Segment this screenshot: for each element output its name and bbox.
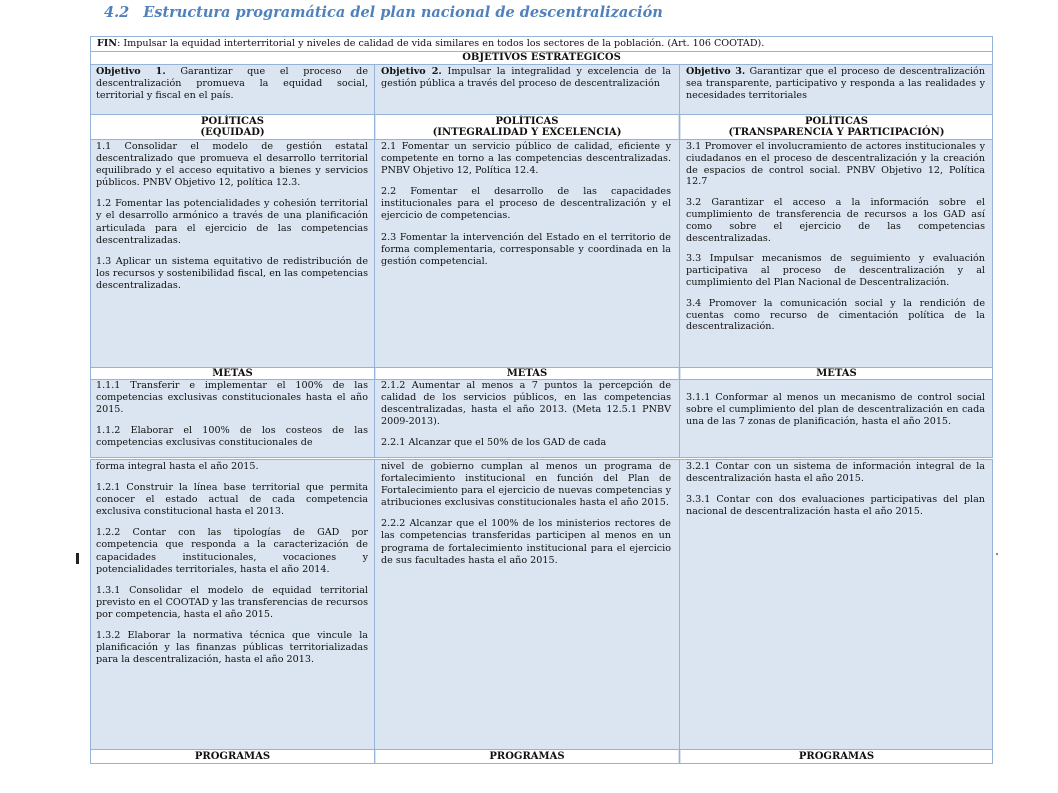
politicas-col-3 [683, 141, 988, 367]
objetivo-2-label: Objetivo 2. [381, 66, 442, 77]
metas-bottom-col-2 [378, 461, 674, 748]
objetivo-1 [93, 66, 371, 114]
meta-3-3-1: 3.3.1 Contar con dos evaluaciones participativas del plan nacional de descentralización hasta el año 2015. [686, 494, 985, 518]
meta-1-2-2: 1.2.2 Contar con las tipologías de GAD por competencia que responda a la caracterización de capacidades institucionales, vocaciones y potencialidades territoriales, hasta el año 2014. [96, 527, 368, 575]
programas-header-1: PROGRAMAS [91, 750, 374, 763]
fin-text: : Impulsar la equidad interterritorial y niveles de calidad de vida similares en todos los sectores de la población. (Art. 106 COOTAD). [117, 38, 765, 49]
fin-label: FIN [97, 38, 118, 49]
metas-bottom-col-3 [683, 461, 988, 748]
politicas-col-2 [378, 141, 674, 365]
politica-3-1: 3.1 Promover el involucramiento de actores institucionales y ciudadanos en el proceso de descentralización y la creación de espacios de control social. PNBV Objetivo 12, Política 12.7 [686, 141, 985, 188]
programas-header-2: PROGRAMAS [376, 750, 678, 763]
politica-2-2: 2.2 Fomentar el desarrollo de las capacidades institucionales para el proceso de descentralización y el ejercicio de competencias. [381, 186, 671, 222]
metas-header-3: METAS [681, 368, 992, 379]
fin-row [91, 37, 992, 51]
section-number: 4.2 [104, 4, 130, 21]
section-title [104, 4, 663, 21]
meta-1-1-2-cont: forma integral hasta el año 2015. [96, 461, 259, 472]
section-title-text: Estructura programática del plan nacional de descentralización [143, 4, 663, 21]
politicas-header-3: POLÍTICAS (TRANSPARENCIA Y PARTICIPACIÓN) [681, 115, 992, 139]
meta-3-2-1: 3.2.1 Contar con un sistema de información integral de la descentralización hasta el año 2015. [686, 461, 985, 485]
metas-top-col-3 [683, 392, 988, 457]
margin-mark [76, 553, 79, 564]
politica-1-2: 1.2 Fomentar las potencialidades y cohesión territorial y el desarrollo armónico a través de una planificación articulada para el ejercicio de las competencias descentralizadas. [96, 198, 368, 246]
politica-2-1: 2.1 Fomentar un servicio público de calidad, eficiente y competente en torno a las competencias descentralizadas. PNBV Objetivo 12, Política 12.4. [381, 141, 671, 177]
meta-1-2-1: 1.2.1 Construir la línea base territorial que permita conocer el estado actual de cada competencia exclusiva constitucional hasta el 2013. [96, 482, 368, 518]
objetivo-2 [378, 66, 674, 114]
metas-header-2: METAS [376, 368, 678, 379]
metas-header-1: METAS [91, 368, 374, 379]
metas-bottom-col-1 [93, 461, 371, 748]
politica-2-3: 2.3 Fomentar la intervención del Estado en el territorio de forma complementaria, corresponsable y coordinada en la gestión competencial. [381, 231, 671, 267]
objetivo-1-label: Objetivo 1. [96, 66, 166, 77]
politicas-col-1 [93, 141, 371, 365]
politica-1-3: 1.3 Aplicar un sistema equitativo de redistribución de los recursos y sostenibilidad fiscal, en las competencias descentralizadas. [96, 255, 368, 291]
programas-header-3: PROGRAMAS [681, 750, 992, 763]
meta-1-1-2: 1.1.2 Elaborar el 100% de los costeos de las competencias exclusivas constitucionales de [96, 425, 368, 449]
meta-2-2-1-cont: nivel de gobierno cumplan al menos un programa de fortalecimiento institucional en función del Plan de Fortalecimiento para el ejercicio de nuevas competencias y atribuciones exclusivas constitucionales hasta el año 2015. [381, 461, 671, 509]
metas-top-col-2 [378, 380, 674, 457]
meta-2-2-2: 2.2.2 Alcanzar que el 100% de los ministerios rectores de las competencias transferidas participen al menos en un programa de fortalecimiento institucional para el ejercicio de sus facultades hasta el año 2015. [381, 518, 671, 566]
politica-1-1: 1.1 Consolidar el modelo de gestión estatal descentralizado que promueva el desarrollo territorial equilibrado y el acceso equitativo a bienes y servicios públicos. PNBV Objetivo 12, política 12.3. [96, 141, 368, 189]
politica-3-3: 3.3 Impulsar mecanismos de seguimiento y evaluación participativa al proceso de descentralización y al cumplimiento del Plan Nacional de Descentralización. [686, 253, 985, 288]
margin-dot [996, 553, 998, 555]
meta-1-1-1: 1.1.1 Transferir e implementar el 100% de las competencias exclusivas constitucionales hasta el año 2015. [96, 380, 368, 416]
objetivos-header: OBJETIVOS ESTRATÉGICOS [91, 52, 992, 64]
meta-2-2-1: 2.2.1 Alcanzar que el 50% de los GAD de cada [381, 437, 607, 449]
politica-3-2: 3.2 Garantizar el acceso a la información sobre el cumplimiento de transferencia de recursos a los GAD así como sobre el ejercicio de las competencias descentralizadas. [686, 197, 985, 244]
meta-1-3-2: 1.3.2 Elaborar la normativa técnica que vincule la planificación y las finanzas públicas territorializadas para la descentralización, hasta el año 2013. [96, 630, 368, 666]
objetivo-3-text: Garantizar que el proceso de descentralización sea transparente, participativo y responda a las realidades y necesidades territoriales [686, 66, 985, 102]
politicas-header-2: POLÍTICAS (INTEGRALIDAD Y EXCELENCIA) [376, 115, 678, 139]
meta-1-3-1: 1.3.1 Consolidar el modelo de equidad territorial previsto en el COOTAD y las transferencias de recursos por competencia, hasta el año 2015. [96, 584, 368, 620]
politicas-header-1: POLÍTICAS (EQUIDAD) [91, 115, 374, 139]
meta-3-1-1: 3.1.1 Conformar al menos un mecanismo de control social sobre el cumplimiento del plan de descentralización en cada una de las 7 zonas de planificación, hasta el año 2015. [686, 392, 985, 428]
objetivo-3 [683, 66, 988, 114]
meta-2-1-2: 2.1.2 Aumentar al menos a 7 puntos la percepción de calidad de los servicios públicos, en las competencias descentralizadas, hasta el año 2013. (Meta 12.5.1 PNBV 2009-2013). [381, 380, 671, 428]
politica-3-4: 3.4 Promover la comunicación social y la rendición de cuentas como recurso de cimentación política de la descentralización. [686, 297, 985, 333]
objetivo-3-label: Objetivo 3. [686, 66, 746, 77]
objetivo-2-text: Impulsar la integralidad y excelencia de la gestión pública a través del proceso de descentralización [381, 66, 671, 90]
objetivo-1-text: Garantizar que el proceso de descentralización promueva la equidad social, territorial y fiscal en el país. [96, 66, 368, 102]
metas-top-col-1 [93, 380, 371, 457]
